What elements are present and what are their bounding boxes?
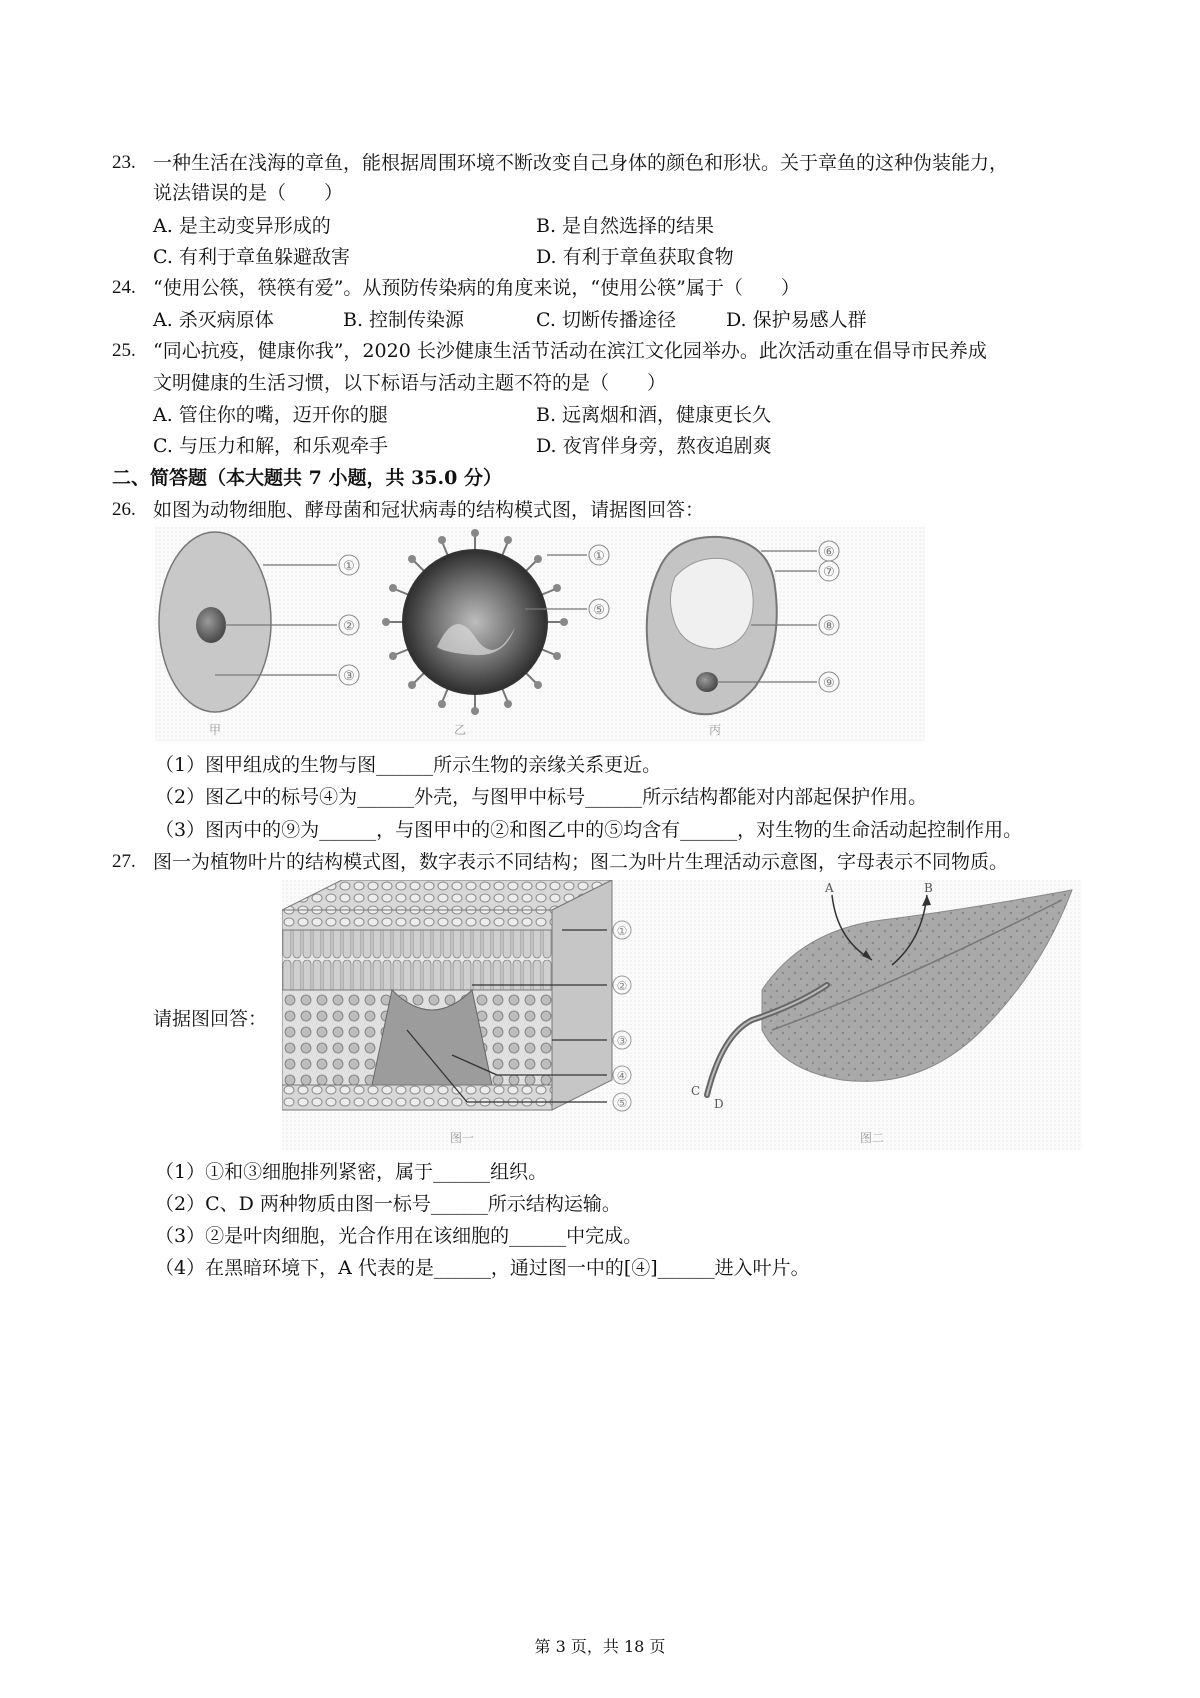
q27-stem: 图一为植物叶片的结构模式图，数字表示不同结构；图二为叶片生理活动示意图，字母表示不同物质。 bbox=[153, 851, 1009, 873]
q25-option-c: C. 与压力和解，和乐观牵手 bbox=[153, 435, 388, 457]
fig2-label-d: D bbox=[714, 1097, 724, 1111]
q25-option-a: A. 管住你的嘴，迈开你的腿 bbox=[153, 404, 388, 426]
fig1-label-4: ④ bbox=[616, 1069, 628, 1083]
q25-stem-line2: 文明健康的生活习惯，以下标语与活动主题不符的是（ ） bbox=[153, 372, 667, 394]
q23-number: 23. bbox=[112, 152, 136, 173]
q23-option-a: A. 是主动变异形成的 bbox=[153, 215, 331, 237]
q26-sub2: （2）图乙中的标号④为______外壳，与图甲中标号______所示结构都能对内部起保护作用。 bbox=[155, 786, 928, 808]
q27-sub3: （3）②是叶肉细胞，光合作用在该细胞的______中完成。 bbox=[155, 1225, 643, 1247]
fig1-label-5: ⑤ bbox=[616, 1096, 628, 1110]
fig1-label-1: ① bbox=[616, 924, 628, 938]
bing-label-9: ⑨ bbox=[823, 676, 835, 691]
section-title: 二、简答题（本大题共 7 小题，共 35.0 分） bbox=[112, 467, 502, 489]
yi-label-5: ⑤ bbox=[593, 603, 605, 618]
fig2-caption: 图二 bbox=[859, 1131, 885, 1145]
q24-stem: “使用公筷，筷筷有爱”。从预防传染病的角度来说，“使用公筷”属于（ ） bbox=[153, 277, 800, 299]
q23-option-d: D. 有利于章鱼获取食物 bbox=[536, 246, 734, 268]
q23-stem-line1: 一种生活在浅海的章鱼，能根据周围环境不断改变自己身体的颜色和形状。关于章鱼的这种伪装能力， bbox=[153, 152, 1009, 174]
jia-label-2: ② bbox=[343, 619, 355, 634]
jia-caption: 甲 bbox=[208, 723, 222, 737]
q25-option-d: D. 夜宵伴身旁，熬夜追剧爽 bbox=[536, 435, 772, 457]
fig2-label-c: C bbox=[691, 1084, 701, 1098]
q27-sub4: （4）在黑暗环境下，A 代表的是______，通过图一中的[④]______进入叶片。 bbox=[155, 1257, 810, 1279]
fig1-label-3: ③ bbox=[616, 1034, 628, 1048]
q26-stem: 如图为动物细胞、酵母菌和冠状病毒的结构模式图，请据图回答： bbox=[153, 499, 705, 521]
jia-label-1: ① bbox=[343, 559, 355, 574]
q24-option-c: C. 切断传播途径 bbox=[536, 309, 676, 331]
bing-label-6: ⑥ bbox=[823, 545, 835, 560]
q24-option-d: D. 保护易感人群 bbox=[726, 309, 867, 331]
q23-stem-line2: 说法错误的是（ ） bbox=[153, 182, 344, 204]
bing-label-7: ⑦ bbox=[823, 565, 835, 580]
fig1-caption: 图一 bbox=[449, 1131, 475, 1145]
q27-sub2: （2）C、D 两种物质由图一标号______所示结构运输。 bbox=[155, 1193, 621, 1215]
q24-option-a: A. 杀灭病原体 bbox=[153, 309, 274, 331]
q26-sub3: （3）图丙中的⑨为______，与图甲中的②和图乙中的⑤均含有______，对生物的生命活动起控制作用。 bbox=[155, 819, 1023, 841]
q25-option-b: B. 远离烟和酒，健康更长久 bbox=[536, 404, 772, 426]
q27-prompt: 请据图回答： bbox=[153, 1008, 268, 1030]
q24-option-b: B. 控制传染源 bbox=[343, 309, 465, 331]
page-number: 第 3 页，共 18 页 bbox=[534, 1637, 666, 1656]
yi-label-1: ① bbox=[593, 549, 605, 564]
q27-sub1: （1）①和③细胞排列紧密，属于______组织。 bbox=[155, 1161, 548, 1183]
q27-number: 27. bbox=[112, 851, 136, 872]
q25-stem-line1: “同心抗疫，健康你我”，2020 长沙健康生活节活动在滨江文化园举办。此次活动重在倡导市民养成 bbox=[153, 340, 987, 362]
q24-number: 24. bbox=[112, 277, 136, 298]
q26-figure bbox=[155, 527, 925, 742]
q25-number: 25. bbox=[112, 340, 136, 361]
fig2-label-b: B bbox=[924, 881, 933, 895]
q26-sub1: （1）图甲组成的生物与图______所示生物的亲缘关系更近。 bbox=[155, 754, 662, 776]
q23-option-c: C. 有利于章鱼躲避敌害 bbox=[153, 246, 350, 268]
bing-caption: 丙 bbox=[708, 723, 722, 737]
bing-label-8: ⑧ bbox=[823, 619, 835, 634]
jia-label-3: ③ bbox=[343, 669, 355, 684]
fig2-label-a: A bbox=[825, 881, 834, 895]
q26-number: 26. bbox=[112, 499, 136, 520]
yi-caption: 乙 bbox=[453, 723, 467, 737]
q23-option-b: B. 是自然选择的结果 bbox=[536, 215, 715, 237]
q27-figure bbox=[282, 880, 1082, 1150]
fig1-label-2: ② bbox=[616, 979, 628, 993]
